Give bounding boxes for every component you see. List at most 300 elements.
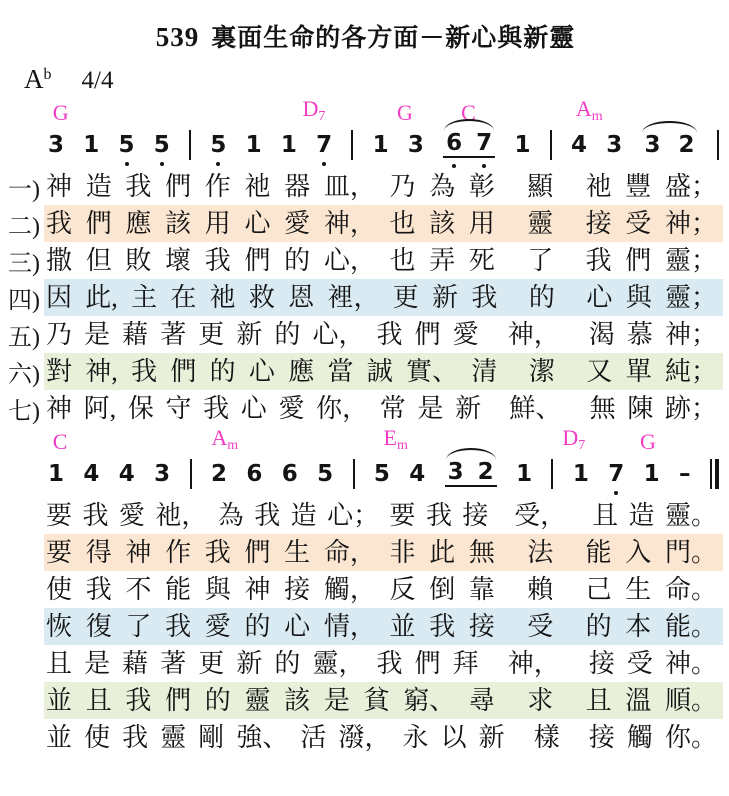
lyric-text <box>44 316 723 353</box>
lyric-char: 接 <box>588 648 615 678</box>
verse-number <box>8 682 44 719</box>
chord-letter: G <box>397 100 413 125</box>
lyric-char: 新 <box>236 319 263 349</box>
lyric-char: 皿， <box>323 171 376 201</box>
chord-symbol <box>576 98 603 124</box>
chord-subscript: 7 <box>318 109 326 124</box>
lyric-text <box>44 390 723 427</box>
chord-letter: G <box>52 100 69 125</box>
verse-number <box>8 719 44 756</box>
lyric-char: 永 <box>402 722 429 752</box>
barline <box>190 459 192 489</box>
lyric-char: 是 <box>417 393 444 423</box>
lyric-char: 的 <box>204 685 231 715</box>
lyric-char: 們 <box>244 245 271 275</box>
lyric-char: 並 <box>46 722 73 752</box>
lyric-line <box>8 719 723 756</box>
lyric-char: 死 <box>468 245 495 275</box>
lyric-char: 剛 <box>198 722 225 752</box>
lyric-line <box>8 497 723 534</box>
note-digit: 4 <box>83 460 100 487</box>
lyric-char: 能。 <box>664 611 717 641</box>
lyric-text <box>44 645 723 682</box>
lyric-char: 但 <box>85 245 112 275</box>
lyric-char: 溫 <box>625 685 652 715</box>
lyric-char: 彰 <box>468 171 495 201</box>
lyric-char: 祂 <box>585 171 612 201</box>
lyric-char: 神 <box>46 171 73 201</box>
note-digit: 3 <box>644 131 661 158</box>
verse-number: 五) <box>8 325 40 351</box>
lyric-char: 並 <box>389 611 416 641</box>
chord-symbol <box>397 102 413 124</box>
lyric-char: 我 <box>165 611 192 641</box>
lyric-line <box>8 390 723 427</box>
lyric-char: 祂， <box>155 500 208 530</box>
lyric-char: 造 <box>628 500 655 530</box>
lyric-char: 靈， <box>312 648 365 678</box>
final-double-barline <box>710 459 719 489</box>
lyric-char: 受， <box>514 500 567 530</box>
lyric-char: 的 <box>274 648 301 678</box>
verse-number: 四) <box>8 288 40 314</box>
note-digit: 7 <box>608 463 624 486</box>
lyric-char: 拜 <box>452 648 479 678</box>
lyric-char: 己 <box>585 574 612 604</box>
notation-row-2 <box>46 453 721 495</box>
lyric-char: 更 <box>198 648 225 678</box>
lyric-char: 造 <box>85 171 112 201</box>
lyric-char: 門。 <box>664 537 717 567</box>
lyric-char: 靈 <box>244 685 271 715</box>
lyric-char: 乃 <box>389 171 416 201</box>
lyric-char: 誠 <box>366 356 393 386</box>
lyric-char: 保 <box>127 393 154 423</box>
lyric-char: 也 <box>389 245 416 275</box>
lyric-text <box>44 497 723 534</box>
lyric-text-highlighted <box>44 608 723 645</box>
note-digit: 1 <box>83 131 100 158</box>
lyric-char: 以 <box>440 722 467 752</box>
lyric-line <box>8 279 723 316</box>
lyric-char: 心； <box>327 500 380 530</box>
lyric-char: 且 <box>585 685 612 715</box>
lyric-char: 們 <box>625 245 652 275</box>
note-digit: – <box>679 460 691 487</box>
note-digit: 1 <box>280 131 297 158</box>
lyric-char: 恢 <box>46 611 73 641</box>
lyric-char: 實、 <box>406 356 459 386</box>
note-digit: 3 <box>407 131 424 158</box>
lyric-char: 是 <box>84 319 111 349</box>
note-digit: 2 <box>477 459 494 485</box>
lyric-char: 守 <box>165 393 192 423</box>
lyric-char: 作 <box>204 171 231 201</box>
verse-block-1 <box>8 168 723 427</box>
lyric-char: 接 <box>284 574 311 604</box>
lyric-char: 們 <box>244 537 271 567</box>
lyric-char: 著 <box>160 648 187 678</box>
lyric-char: 們 <box>85 208 112 238</box>
lyric-char: 與 <box>625 282 652 312</box>
note-digit: 5 <box>154 134 170 157</box>
lyric-char: 倒 <box>429 574 456 604</box>
lyric-char: 反 <box>389 574 416 604</box>
lyric-char: 使 <box>46 574 73 604</box>
lyric-char: 鮮、 <box>509 393 562 423</box>
lyric-char: 陳 <box>627 393 654 423</box>
note-digit: 6 <box>281 460 298 487</box>
lyric-char: 我 <box>471 282 498 312</box>
barline <box>351 130 353 160</box>
verse-number: 二) <box>8 214 40 240</box>
barline-thin <box>710 459 712 489</box>
lyric-char: 潑， <box>338 722 391 752</box>
lyric-char: 神 <box>46 393 73 423</box>
chord-letter: E <box>383 425 397 450</box>
lyric-char: 受 <box>626 648 653 678</box>
lyric-char: 非 <box>389 537 416 567</box>
lyric-char: 祂 <box>244 171 271 201</box>
lyric-char: 該 <box>165 208 192 238</box>
chord-symbol <box>640 431 656 453</box>
low-octave-dot <box>160 162 164 166</box>
lyric-char: 們 <box>165 685 192 715</box>
lyric-char: 強、 <box>236 722 289 752</box>
lyric-char: 壞 <box>165 245 192 275</box>
note-digit: 3 <box>154 460 171 487</box>
lyric-char: 窮、 <box>403 685 456 715</box>
beamed-note-group <box>443 132 495 158</box>
lyric-line <box>8 168 723 205</box>
lyric-char: 我 <box>131 356 158 386</box>
lyric-char: 你， <box>316 393 369 423</box>
lyric-text <box>44 242 723 279</box>
lyric-text-highlighted <box>44 682 723 719</box>
note-digit: 3 <box>606 131 623 158</box>
chord-subscript: m <box>396 438 408 453</box>
chord-row-1 <box>46 98 721 124</box>
lyric-char: 要 <box>46 537 73 567</box>
note-digit: 4 <box>570 131 587 158</box>
lyric-char: 靈 <box>527 208 554 238</box>
lyric-char: 你。 <box>664 722 717 752</box>
lyric-char: 們 <box>414 648 441 678</box>
tied-note-group <box>641 131 697 158</box>
lyric-char: 靈； <box>664 282 717 312</box>
lyric-char: 我 <box>376 648 403 678</box>
lyric-char: 命。 <box>664 574 717 604</box>
verse-block-2 <box>8 497 723 756</box>
lyric-char: 得 <box>85 537 112 567</box>
hymn-title-text: 裏面生命的各方面－新心與新靈 <box>211 25 576 52</box>
lyric-char: 觸， <box>323 574 376 604</box>
lyric-char: 當 <box>327 356 354 386</box>
lyric-char: 新 <box>236 648 263 678</box>
lyric-char: 無 <box>468 537 495 567</box>
lyric-char: 靈。 <box>664 500 717 530</box>
lyric-char: 弄 <box>429 245 456 275</box>
chord-letter: D <box>562 425 579 450</box>
lyric-char: 賴 <box>527 574 554 604</box>
note-digit: 3 <box>447 459 464 485</box>
lyric-char: 樣 <box>533 722 560 752</box>
lyric-char: 此 <box>429 537 456 567</box>
lyric-char: 了 <box>125 611 152 641</box>
verse-number: 六) <box>8 362 40 388</box>
verse-number <box>8 571 44 608</box>
note-digit: 1 <box>572 460 589 487</box>
lyric-char: 神， <box>507 319 560 349</box>
chord-letter: D <box>302 96 319 121</box>
lyric-text-highlighted <box>44 279 723 316</box>
barline <box>550 130 552 160</box>
lyric-char: 在 <box>170 282 197 312</box>
lyric-char: 我 <box>203 393 230 423</box>
verse-number: 三) <box>8 251 40 277</box>
barline <box>551 459 553 489</box>
lyric-line <box>8 608 723 645</box>
lyric-char: 撒 <box>46 245 73 275</box>
chord-symbol <box>384 427 408 453</box>
lyric-char: 我 <box>204 245 231 275</box>
lyric-char: 能 <box>585 537 612 567</box>
lyric-char: 無 <box>589 393 616 423</box>
note-digit: 4 <box>409 460 426 487</box>
lyric-char: 愛 <box>118 500 145 530</box>
lyric-char: 敗 <box>125 245 152 275</box>
lyric-line <box>8 242 723 279</box>
lyric-char: 心， <box>312 319 365 349</box>
lyric-char: 愛 <box>452 319 479 349</box>
note-digit: 6 <box>246 460 263 487</box>
low-octave-dot <box>614 491 618 495</box>
lyric-char: 神； <box>664 208 717 238</box>
lyric-char: 更 <box>392 282 419 312</box>
lyric-char: 又 <box>586 356 613 386</box>
lyric-text <box>44 571 723 608</box>
barline <box>717 130 719 160</box>
chord-letter: C <box>52 429 68 454</box>
lyric-char: 潔 <box>528 356 555 386</box>
lyric-char: 尋 <box>468 685 495 715</box>
lyric-char: 接 <box>462 500 489 530</box>
lyric-char: 與 <box>204 574 231 604</box>
note-digit: 3 <box>48 131 65 158</box>
lyric-char: 使 <box>84 722 111 752</box>
lyric-char: 神 <box>244 574 271 604</box>
lyric-char: 渴 <box>588 319 615 349</box>
note-digit: 1 <box>514 131 531 158</box>
lyric-char: 作 <box>165 537 192 567</box>
lyric-char: 我 <box>254 500 281 530</box>
hymn-sheet <box>8 18 723 756</box>
lyric-char: 神； <box>664 319 717 349</box>
lyric-char: 盛； <box>664 171 717 201</box>
lyric-char: 生 <box>625 574 652 604</box>
lyric-char: 的 <box>209 356 236 386</box>
lyric-char: 用 <box>468 208 495 238</box>
lyric-char: 我 <box>376 319 403 349</box>
note-digit: 2 <box>678 131 695 158</box>
lyric-char: 的 <box>274 319 301 349</box>
note-digit: 5 <box>373 460 390 487</box>
low-octave-dot <box>125 162 129 166</box>
lyric-char: 藉 <box>122 648 149 678</box>
chord-subscript: m <box>591 109 603 124</box>
flat-symbol: b <box>43 66 52 83</box>
lyric-char: 阿, <box>83 393 117 423</box>
lyric-char: 法 <box>527 537 554 567</box>
lyric-char: 愛 <box>204 611 231 641</box>
lyric-char: 常 <box>379 393 406 423</box>
lyric-char: 神， <box>323 208 376 238</box>
lyric-text-highlighted <box>44 534 723 571</box>
lyric-text <box>44 719 723 756</box>
lyric-line <box>8 534 723 571</box>
lyric-char: 藉 <box>122 319 149 349</box>
lyric-char: 的 <box>244 611 271 641</box>
lyric-char: 們 <box>165 171 192 201</box>
lyric-char: 要 <box>389 500 416 530</box>
lyric-line <box>8 353 723 390</box>
lyric-char: 且 <box>46 648 73 678</box>
chord-symbol <box>53 431 68 453</box>
note-digit: 1 <box>372 131 389 158</box>
lyric-char: 我 <box>585 245 612 275</box>
lyric-char: 應 <box>125 208 152 238</box>
score-line-1 <box>46 98 721 166</box>
lyric-char: 且 <box>592 500 619 530</box>
lyric-char: 愛 <box>278 393 305 423</box>
lyric-char: 純； <box>664 356 717 386</box>
lyric-char: 我 <box>425 500 452 530</box>
hymn-number: 539 <box>155 22 200 52</box>
lyric-char: 靈 <box>160 722 187 752</box>
barline <box>189 130 191 160</box>
lyric-char: 我 <box>204 537 231 567</box>
lyric-char: 復 <box>85 611 112 641</box>
lyric-char: 的 <box>585 611 612 641</box>
lyric-char: 我 <box>46 208 73 238</box>
lyric-text-highlighted <box>44 205 723 242</box>
lyric-char: 也 <box>389 208 416 238</box>
lyric-char: 器 <box>284 171 311 201</box>
lyric-line <box>8 205 723 242</box>
lyric-text-highlighted <box>44 353 723 390</box>
verse-number <box>8 645 44 682</box>
lyric-char: 主 <box>131 282 158 312</box>
score-line-2 <box>46 427 721 495</box>
note-digit: 6 <box>446 132 462 155</box>
low-octave-dot <box>452 164 456 168</box>
lyric-char: 順。 <box>664 685 717 715</box>
lyric-char: 用 <box>204 208 231 238</box>
lyric-char: 要 <box>46 500 73 530</box>
lyric-char: 了 <box>527 245 554 275</box>
lyric-char: 心 <box>244 208 271 238</box>
lyric-char: 的 <box>528 282 555 312</box>
note-digit: 1 <box>48 460 65 487</box>
lyric-char: 恩 <box>288 282 315 312</box>
chord-subscript: m <box>227 438 239 453</box>
lyric-char: 們 <box>414 319 441 349</box>
lyric-char: 心 <box>248 356 275 386</box>
verse-number: 七) <box>8 399 40 425</box>
lyric-char: 救 <box>248 282 275 312</box>
lyric-char: 新 <box>455 393 482 423</box>
lyric-char: 們 <box>170 356 197 386</box>
lyric-line <box>8 682 723 719</box>
beamed-note-group <box>445 461 497 487</box>
lyric-char: 清 <box>471 356 498 386</box>
chord-letter: A <box>211 425 228 450</box>
chord-row-2 <box>46 427 721 453</box>
lyric-char: 愛 <box>284 208 311 238</box>
barline-thick <box>715 459 719 489</box>
verse-number <box>8 497 44 534</box>
lyric-char: 心 <box>586 282 613 312</box>
lyric-char: 活 <box>300 722 327 752</box>
low-octave-dot <box>322 162 326 166</box>
key-signature <box>24 64 723 98</box>
lyric-char: 顯 <box>527 171 554 201</box>
chord-symbol <box>562 427 585 453</box>
note-digit: 2 <box>210 460 227 487</box>
lyric-char: 我 <box>125 171 152 201</box>
lyric-char: 我 <box>122 722 149 752</box>
lyric-line <box>8 645 723 682</box>
lyric-char: 接 <box>588 722 615 752</box>
lyric-char: 因 <box>46 282 73 312</box>
note-digit: 1 <box>245 131 262 158</box>
low-octave-dot <box>216 162 220 166</box>
lyric-char: 為 <box>217 500 244 530</box>
lyric-char: 跡； <box>664 393 717 423</box>
lyric-char: 靠 <box>468 574 495 604</box>
notation-row-1 <box>46 124 721 166</box>
lyric-char: 新 <box>432 282 459 312</box>
chord-letter: C <box>461 100 476 125</box>
chord-letter: G <box>640 429 656 454</box>
lyric-char: 裡， <box>327 282 380 312</box>
lyric-char: 神 <box>125 537 152 567</box>
lyric-char: 豐 <box>625 171 652 201</box>
chord-symbol <box>211 427 238 453</box>
lyric-char: 靈； <box>664 245 717 275</box>
lyric-char: 本 <box>625 611 652 641</box>
note-digit: 7 <box>476 132 492 155</box>
lyric-char: 我 <box>429 611 456 641</box>
lyric-char: 我 <box>125 685 152 715</box>
note-digit: 1 <box>643 460 660 487</box>
page-title <box>8 18 723 54</box>
time-signature: 4/4 <box>81 67 114 94</box>
chord-subscript: 7 <box>578 438 586 453</box>
lyric-char: 我 <box>82 500 109 530</box>
lyric-char: 不 <box>125 574 152 604</box>
lyric-char: 心 <box>240 393 267 423</box>
lyric-char: 造 <box>290 500 317 530</box>
lyric-char: 是 <box>323 685 350 715</box>
lyric-char: 對 <box>46 356 73 386</box>
lyric-char: 我 <box>85 574 112 604</box>
lyric-char: 該 <box>284 685 311 715</box>
verse-number: 一) <box>8 177 40 203</box>
lyric-text <box>44 168 723 205</box>
note-digit: 5 <box>119 134 135 157</box>
lyric-char: 為 <box>429 171 456 201</box>
